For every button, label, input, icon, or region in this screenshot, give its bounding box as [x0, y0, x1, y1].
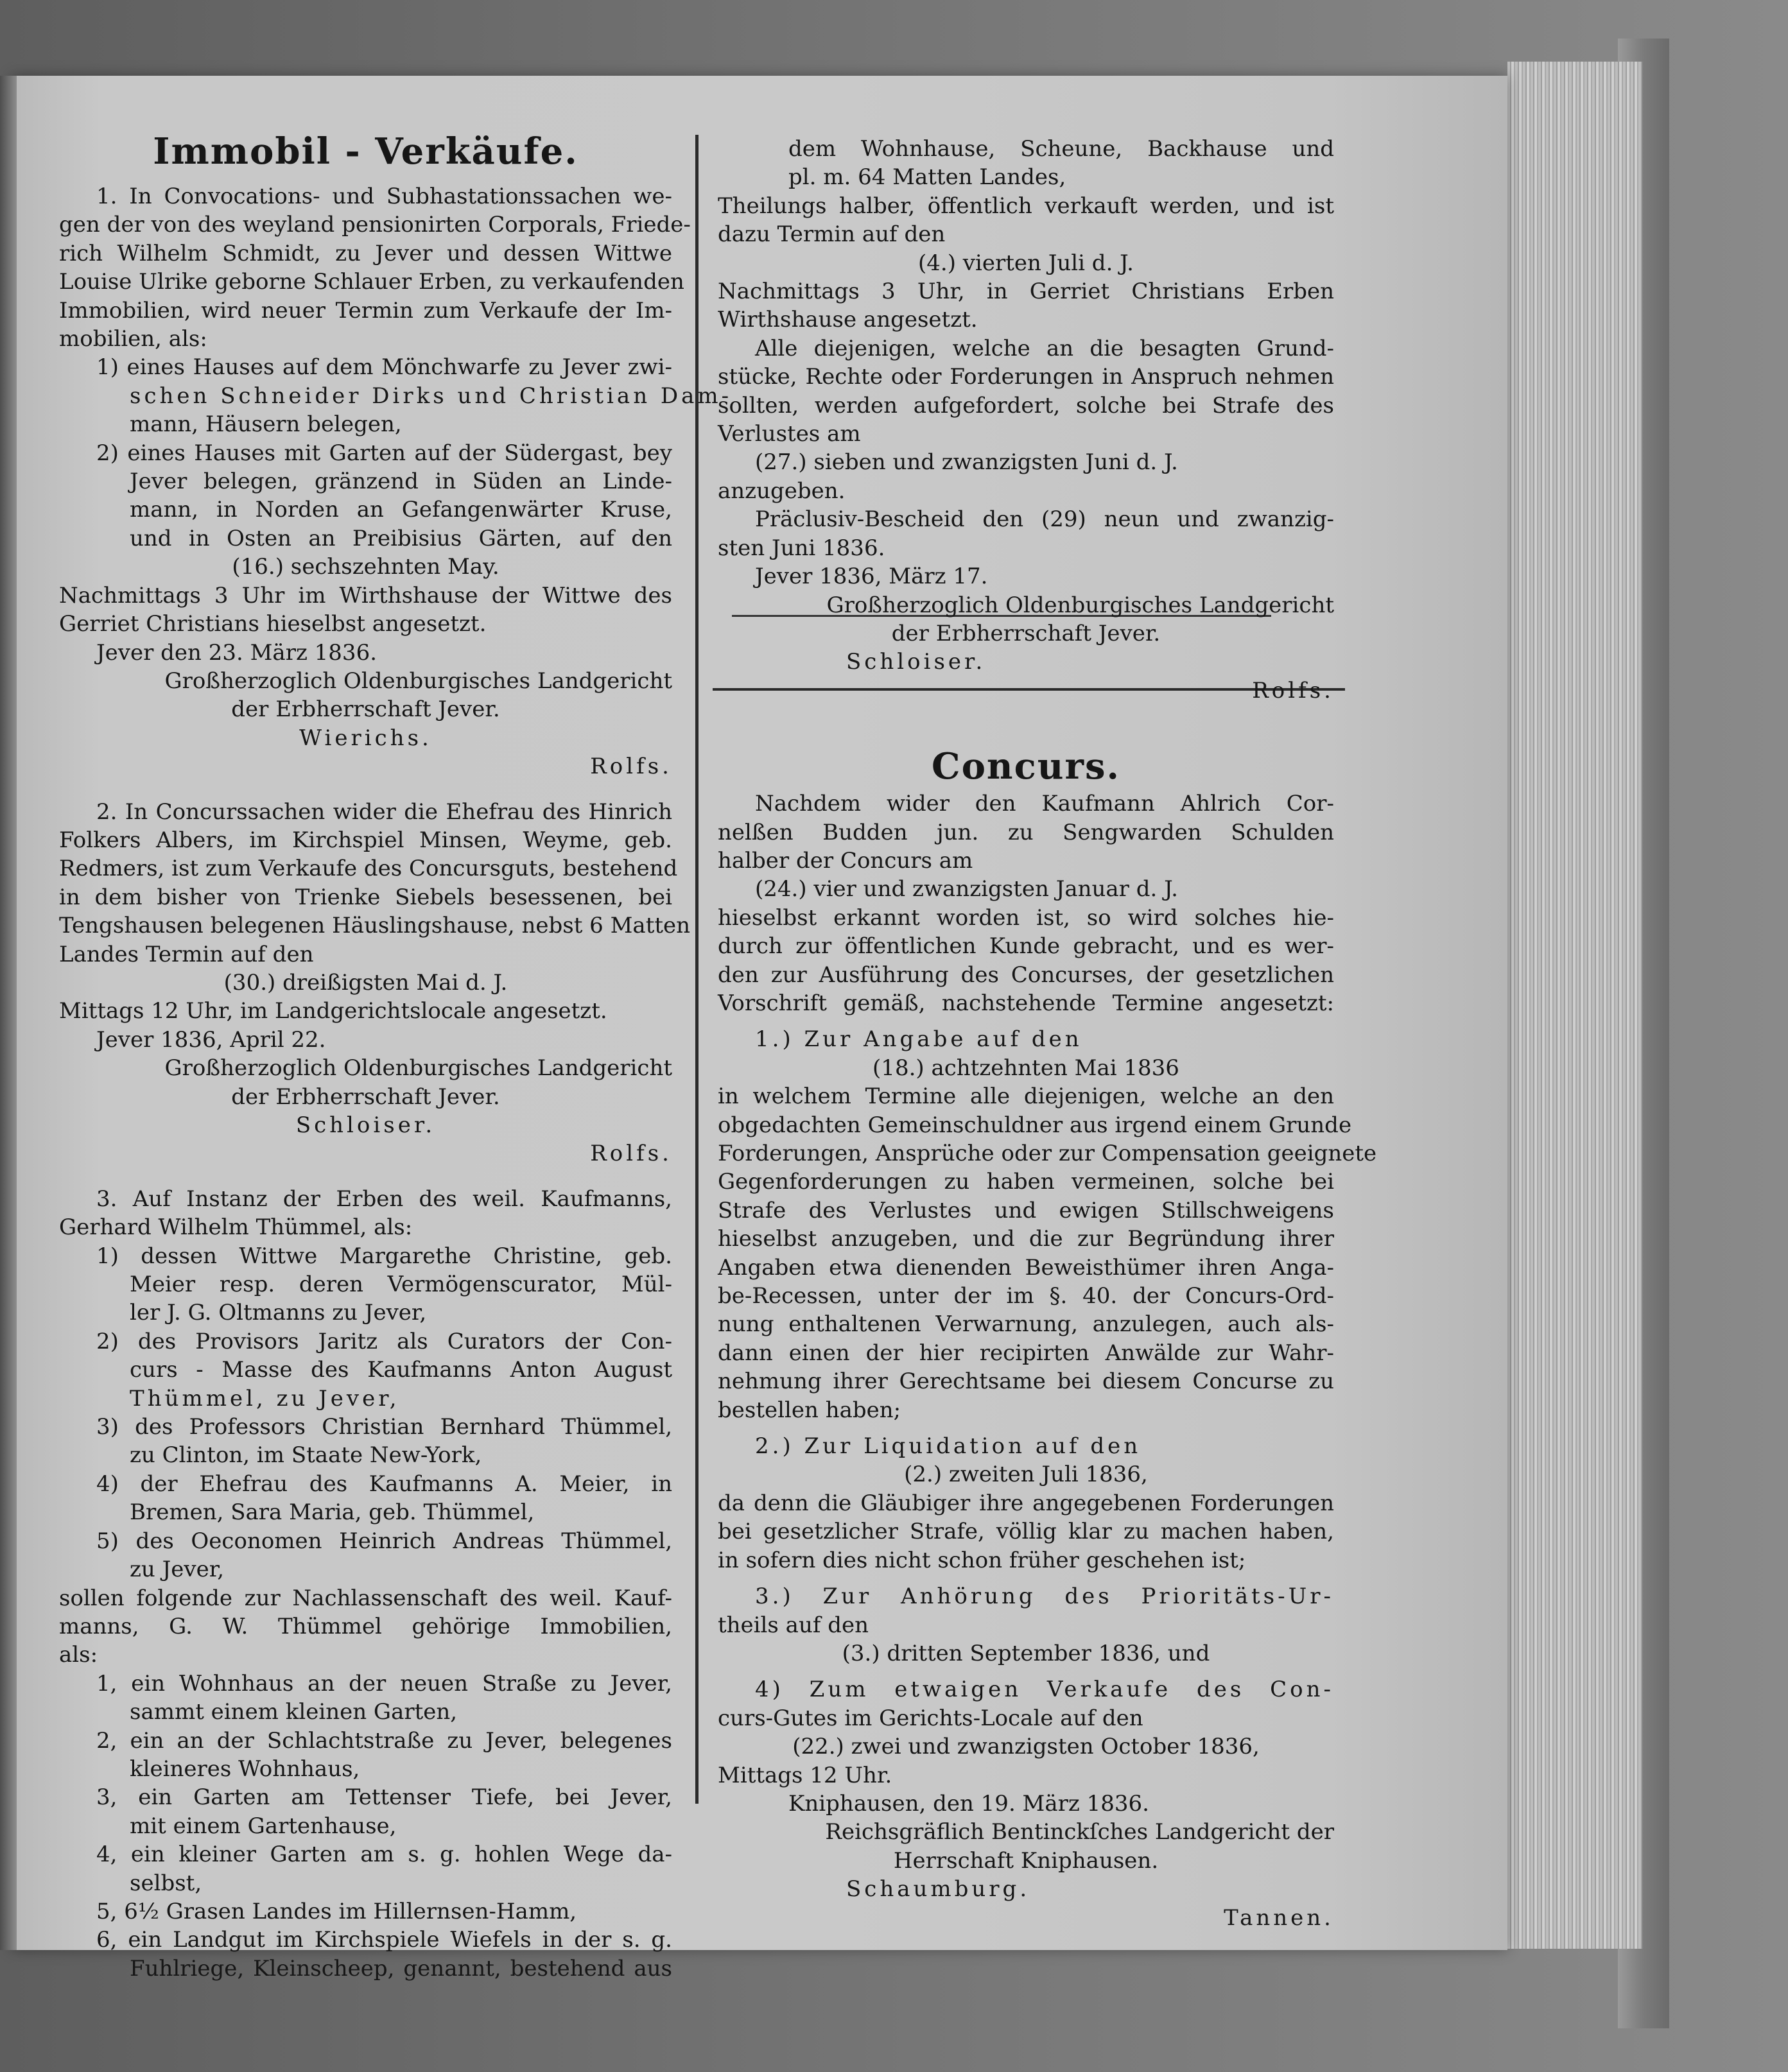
date-line: (16.) sechszehnten May.	[232, 554, 499, 580]
notice-line: in welchem Termine alle diejenigen, welche an den	[718, 1083, 1334, 1110]
notice-line: in dem bisher von Trienke Siebels besessenen, bei	[59, 884, 672, 910]
notice-line: sten Juni 1836.	[718, 535, 885, 561]
term-heading: 3.) Zur Anhörung des Prioritäts-Ur-	[755, 1584, 1334, 1610]
notice-line: bestellen haben;	[718, 1397, 901, 1423]
notice-line: durch zur öffentlichen Kunde gebracht, und es wer-	[718, 933, 1334, 960]
notice-line: anzugeben.	[718, 478, 846, 504]
notice-line: dem Wohnhause, Scheune, Backhause und	[788, 136, 1334, 162]
notice-line: Folkers Albers, im Kirchspiel Minsen, Weyme, geb.	[59, 827, 672, 853]
notice-line: Vorschrift gemäß, nachstehende Termine angesetzt:	[718, 990, 1334, 1016]
list-item: Jever belegen, gränzend in Süden an Linde-	[130, 469, 672, 495]
list-item: 3) des Professors Christian Bernhard Thümmel,	[96, 1414, 672, 1440]
notice-line: Landes Termin auf den	[59, 941, 314, 967]
notice-line: Angaben etwa dienenden Beweisthümer ihren Anga-	[718, 1254, 1334, 1281]
notice-line: Louise Ulrike geborne Schlauer Erben, zu verkaufenden	[59, 269, 684, 295]
list-item: 1, ein Wohnhaus an der neuen Straße zu Jever,	[96, 1670, 672, 1696]
place-date: Jever 1836, April 22.	[96, 1026, 326, 1053]
notice-line: Redmers, ist zum Verkaufe des Concursguts, bestehend	[59, 856, 678, 882]
term-heading: 4) Zum etwaigen Verkaufe des Con-	[755, 1677, 1334, 1703]
list-item: zu Jever,	[130, 1557, 225, 1583]
notice-line: nung enthaltenen Verwarnung, anzulegen, auch als-	[718, 1311, 1334, 1338]
notice-line: dann einen der hier recipirten Anwälde zur Wahr-	[718, 1340, 1334, 1366]
signature: Rolfs.	[1252, 677, 1334, 704]
list-item: mann, Häusern belegen,	[130, 411, 402, 438]
court-name: Großherzoglich Oldenburgisches Landgericht	[826, 592, 1334, 618]
date-line: (3.) dritten September 1836, und	[842, 1640, 1210, 1666]
signature: Schloiser.	[295, 1112, 436, 1138]
notice-line: Forderungen, Ansprüche oder zur Compensation geeignete	[718, 1141, 1377, 1166]
list-item: mit einem Gartenhause,	[130, 1813, 397, 1839]
notice-line: da denn die Gläubiger ihre angegebenen Forderungen	[718, 1490, 1334, 1516]
notice-line: Mittags 12 Uhr.	[718, 1762, 892, 1788]
notice-line: den zur Ausführung des Concurses, der gesetzlichen	[718, 962, 1334, 988]
notice-line: bei gesetzlicher Strafe, völlig klar zu machen haben,	[718, 1519, 1334, 1545]
list-item: 6, ein Landgut im Kirchspiele Wiefels in der s. g.	[96, 1927, 672, 1953]
place-date: Jever den 23. März 1836.	[96, 639, 378, 666]
list-item: 4, ein kleiner Garten am s. g. hohlen Wege da-	[96, 1842, 672, 1868]
notice-line: Präclusiv-Bescheid den (29) neun und zwanzig-	[755, 506, 1334, 533]
list-item: Bremen, Sara Maria, geb. Thümmel,	[130, 1499, 535, 1526]
list-item: und in Osten an Preibisius Gärten, auf den	[130, 525, 672, 551]
court-name: Reichsgräflich Bentinckſches Landgericht der	[825, 1819, 1334, 1845]
notice-line: nelßen Budden jun. zu Sengwarden Schulden	[718, 819, 1334, 845]
date-line: (22.) zwei und zwanzigsten October 1836,	[792, 1734, 1260, 1760]
notice-line: 1. In Convocations- und Subhastationssachen we-	[96, 184, 672, 209]
list-item: zu Clinton, im Staate New-York,	[130, 1442, 482, 1469]
signature: Rolfs.	[590, 754, 672, 780]
notice-line: halber der Concurs am	[718, 847, 973, 874]
notice-line: hieselbst anzugeben, und die zur Begründung ihrer	[718, 1226, 1334, 1252]
notice-line: curs-Gutes im Gerichts-Locale auf den	[718, 1705, 1143, 1731]
list-item: 2) eines Hauses mit Garten auf der Südergast, bey	[96, 440, 672, 466]
notice-line: 3. Auf Instanz der Erben des weil. Kaufmanns,	[96, 1186, 672, 1212]
notice-line: stücke, Rechte oder Forderungen in Anspruch nehmen	[718, 364, 1334, 390]
notice-line: Immobilien, wird neuer Termin zum Verkaufe der Im-	[59, 297, 672, 324]
notice-line: Gerriet Christians hieselbst angesetzt.	[59, 611, 487, 637]
list-item: 1) dessen Wittwe Margarethe Christine, geb.	[96, 1243, 672, 1269]
list-item: curs - Masse des Kaufmanns Anton August	[130, 1357, 672, 1383]
section-heading: Concurs.	[932, 745, 1120, 788]
notice-line: obgedachten Gemeinschuldner aus irgend einem Grunde	[718, 1112, 1352, 1138]
notice-line: Gerhard Wilhelm Thümmel, als:	[59, 1214, 413, 1241]
left-column	[59, 128, 733, 1983]
notice-line: rich Wilhelm Schmidt, zu Jever und dessen Wittwe	[59, 240, 672, 266]
notice-line: sollten, werden aufgefordert, solche bei Strafe des	[718, 392, 1334, 419]
list-item: selbst,	[130, 1870, 202, 1896]
notice-line: nehmung ihrer Gerechtsame bei diesem Concurse zu	[718, 1368, 1334, 1395]
notice-line: Nachmittags 3 Uhr, in Gerriet Christians Erben	[718, 279, 1334, 305]
list-item: Fuhlriege, Kleinscheep, genannt, bestehend aus	[130, 1955, 672, 1981]
notice-line: Alle diejenigen, welche an die besagten Grund-	[755, 335, 1334, 361]
notice-line: Gegenforderungen zu haben vermeinen, solche bei	[718, 1169, 1334, 1195]
court-name: der Erbherrschaft Jever.	[891, 620, 1161, 646]
notice-line: dazu Termin auf den	[718, 221, 946, 248]
notice-line: Nachdem wider den Kaufmann Ahlrich Cor-	[755, 791, 1334, 817]
signature: Wierichs.	[299, 725, 432, 751]
date-line: (18.) achtzehnten Mai 1836	[872, 1055, 1179, 1081]
binding-gutter	[0, 76, 17, 1950]
notice-line: manns, G. W. Thümmel gehörige Immobilien,	[59, 1613, 672, 1639]
list-item: kleineres Wohnhaus,	[130, 1756, 360, 1782]
list-item: 1) eines Hauses auf dem Mönchwarfe zu Jever zwi-	[96, 354, 672, 381]
list-item: 3, ein Garten am Tettenser Tiefe, bei Jever,	[96, 1784, 672, 1811]
notice-line: Wirthshause angesetzt.	[718, 307, 978, 333]
court-name: der Erbherrschaft Jever.	[231, 1083, 500, 1110]
date-line: (4.) vierten Juli d. J.	[918, 250, 1134, 276]
notice-line: mobilien, als:	[59, 326, 207, 352]
place-date: Jever 1836, März 17.	[755, 564, 988, 590]
notice-line: Mittags 12 Uhr, im Landgerichtslocale angesetzt.	[59, 998, 607, 1024]
list-item: Thümmel, zu Jever,	[130, 1385, 400, 1412]
notice-line: be-Recessen, unter der im §. 40. der Concurs-Ord-	[718, 1283, 1334, 1309]
list-item: schen Schneider Dirks und Christian Dam-	[130, 383, 733, 409]
notice-line: in sofern dies nicht schon früher geschehen ist;	[718, 1547, 1246, 1573]
date-line: (27.) sieben und zwanzigsten Juni d. J.	[755, 449, 1178, 476]
list-item: 5, 6½ Grasen Landes im Hillernsen-Hamm,	[96, 1898, 577, 1924]
term-heading: 2.) Zur Liquidation auf den	[755, 1433, 1141, 1460]
notice-line: Theilungs halber, öffentlich verkauft werden, und ist	[718, 193, 1334, 219]
signature: Tannen.	[1224, 1904, 1334, 1931]
list-item: 2) des Provisors Jaritz als Curators der Con-	[96, 1328, 672, 1354]
page-edge-stack	[1507, 62, 1642, 1949]
court-name: der Erbherrschaft Jever.	[231, 696, 500, 723]
list-item: 5) des Oeconomen Heinrich Andreas Thümmel,	[96, 1528, 672, 1554]
list-item: 4) der Ehefrau des Kaufmanns A. Meier, in	[96, 1471, 672, 1497]
notice-line: gen der von des weyland pensionirten Corporals, Friede-	[59, 212, 691, 238]
court-name: Großherzoglich Oldenburgisches Landgericht	[164, 668, 672, 694]
list-item: sammt einem kleinen Garten,	[130, 1699, 458, 1725]
notice-line: Tengshausen belegenen Häuslingshause, nebst 6 Matten	[59, 913, 691, 939]
signature: Rolfs.	[590, 1141, 672, 1167]
section-heading: Immobil - Verkäufe.	[153, 130, 578, 173]
notice-line: 2. In Concurssachen wider die Ehefrau des Hinrich	[96, 799, 672, 825]
notice-line: Strafe des Verlustes und ewigen Stillschweigens	[718, 1197, 1334, 1223]
list-item: Meier resp. deren Vermögenscurator, Mül-	[130, 1272, 672, 1298]
date-line: (30.) dreißigsten Mai d. J.	[223, 969, 508, 996]
notice-line: sollen folgende zur Nachlassenschaft des weil. Kauf-	[59, 1585, 672, 1611]
notice-line: hieselbst erkannt worden ist, so wird solches hie-	[718, 904, 1334, 931]
term-heading: 1.) Zur Angabe auf den	[755, 1026, 1082, 1053]
notice-line: als:	[59, 1642, 98, 1668]
signature: Schloiser.	[846, 649, 986, 675]
court-name: Herrschaft Kniphausen.	[893, 1847, 1159, 1874]
list-item: 2, ein an der Schlachtstraße zu Jever, belegenes	[96, 1727, 672, 1754]
date-line: (24.) vier und zwanzigsten Januar d. J.	[755, 876, 1178, 902]
list-item: ler J. G. Oltmanns zu Jever,	[130, 1300, 427, 1326]
notice-line: Nachmittags 3 Uhr im Wirthshause der Wittwe des	[59, 582, 672, 609]
place-date: Kniphausen, den 19. März 1836.	[788, 1790, 1149, 1817]
right-column	[718, 135, 1377, 1932]
signature: Schaumburg.	[846, 1876, 1030, 1903]
date-line: (2.) zweiten Juli 1836,	[904, 1462, 1148, 1488]
notice-line: theils auf den	[718, 1612, 869, 1638]
court-name: Großherzoglich Oldenburgisches Landgericht	[164, 1055, 672, 1082]
notice-line: pl. m. 64 Matten Landes,	[788, 164, 1066, 191]
notice-line: Verlustes am	[718, 421, 861, 447]
list-item: mann, in Norden an Gefangenwärter Kruse,	[130, 497, 672, 523]
